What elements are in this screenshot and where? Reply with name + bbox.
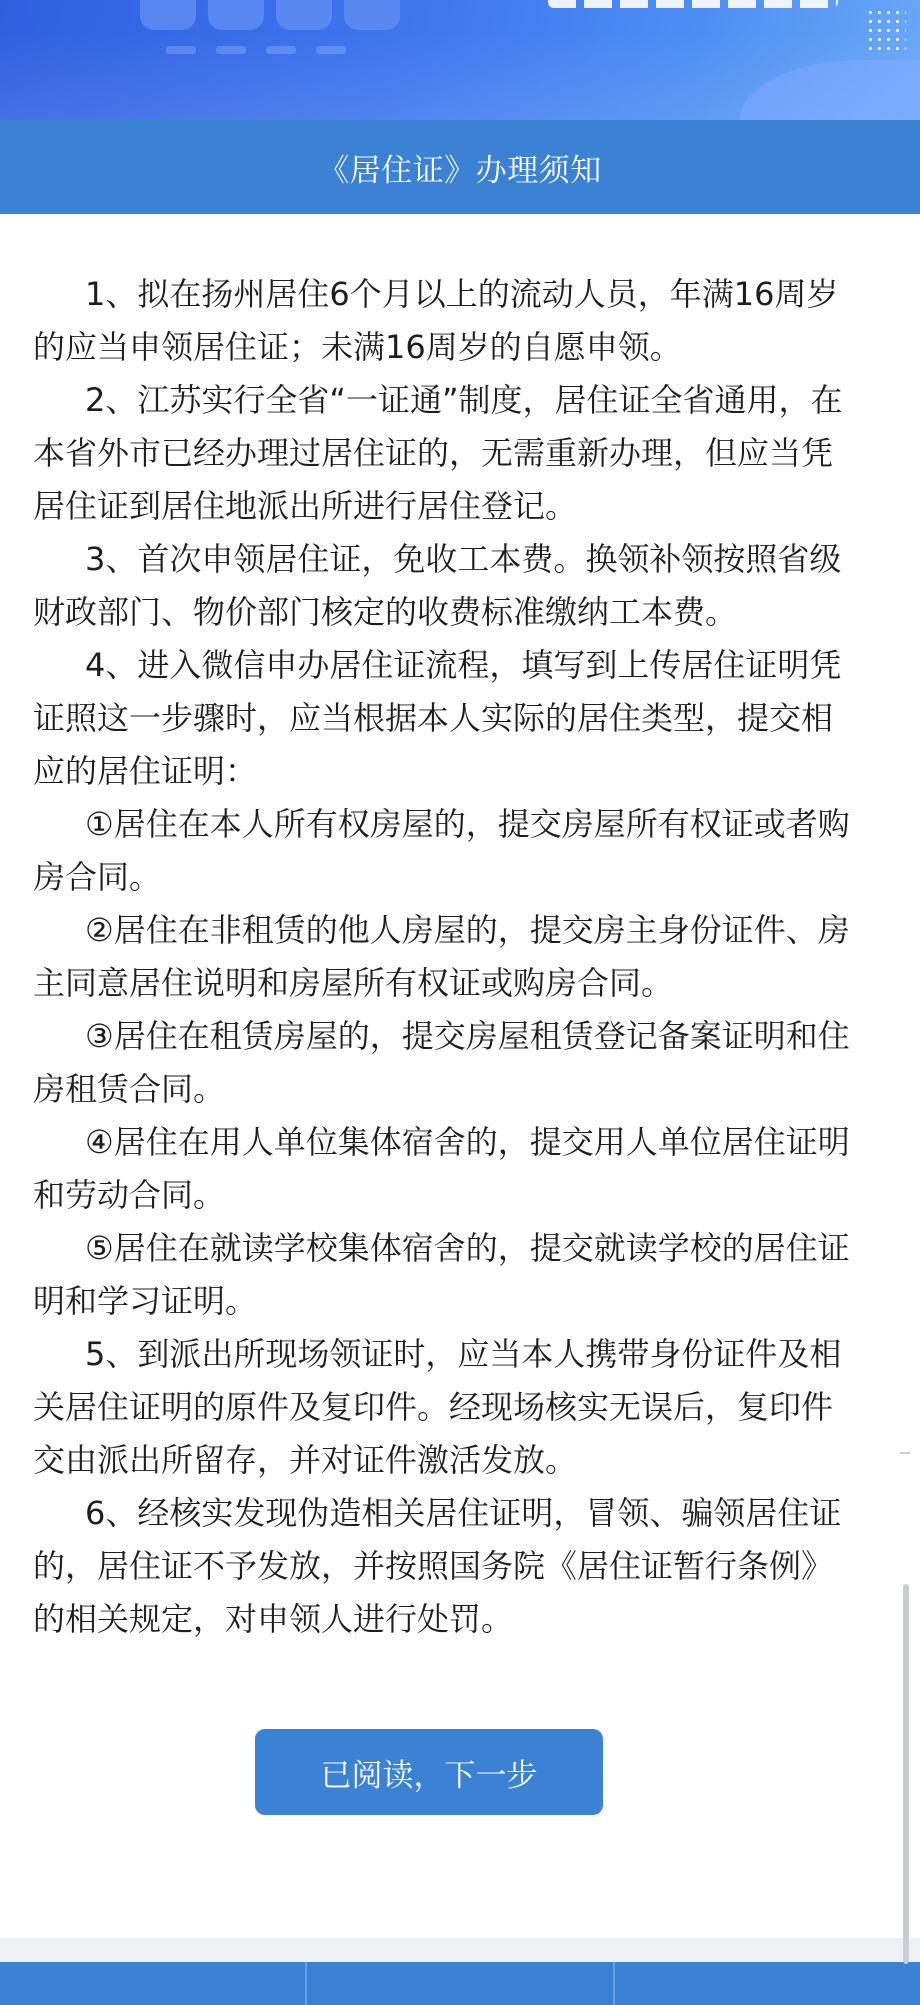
title-bar [0,120,920,214]
notice-paragraph: 1、拟在扬州居住6个月以上的流动人员，年满16周岁的应当申领居住证；未满16周岁的自愿申领。 [33,275,839,366]
notice-paragraph: 4、进入微信申办居住证流程，填写到上传居住证明凭证照这一步骤时，应当根据本人实际的居住类型，提交相应的居住证明： [33,646,842,790]
notice-content [33,268,863,1646]
scroll-indicator [900,1452,910,1454]
banner-decoration [276,0,332,30]
banner-decoration [140,0,196,30]
bottom-tab[interactable] [0,1962,307,2005]
notice-paragraph: 3、首次申领居住证，免收工本费。换领补领按照省级财政部门、物价部门核定的收费标准缴纳工本费。 [33,540,842,631]
scrollbar[interactable] [903,1584,909,1964]
notice-paragraph: ④居住在用人单位集体宿舍的，提交用人单位居住证明和劳动合同。 [33,1123,850,1214]
banner-decoration [208,0,264,30]
bottom-tab[interactable] [307,1962,614,2005]
header-banner [0,0,920,120]
bottom-tab-bar [0,1962,920,2005]
notice-paragraph: ③居住在租赁房屋的，提交房屋租赁登记备案证明和住房租赁合同。 [33,1017,850,1108]
notice-paragraph: 2、江苏实行全省“一证通”制度，居住证全省通用，在本省外市已经办理过居住证的，无需重新办理，但应当凭居住证到居住地派出所进行居住登记。 [33,381,843,525]
notice-paragraph: ②居住在非租赁的他人房屋的，提交房主身份证件、房主同意居住说明和房屋所有权证或购房合同。 [33,911,850,1002]
banner-logo-fragment [548,0,838,8]
notice-paragraph: ⑤居住在就读学校集体宿舍的，提交就读学校的居住证明和学习证明。 [33,1229,850,1320]
notice-paragraph: 6、经核实发现伪造相关居住证明，冒领、骗领居住证的，居住证不予发放，并按照国务院《居住证暂行条例》的相关规定，对申领人进行处罚。 [33,1494,842,1638]
banner-decoration [216,46,246,54]
next-step-button[interactable]: 已阅读，下一步 [255,1729,603,1815]
banner-dots-decoration [866,8,906,54]
banner-decoration [266,46,296,54]
notice-paragraph: 5、到派出所现场领证时，应当本人携带身份证件及相关居住证明的原件及复印件。经现场核实无误后，复印件交由派出所留存，并对证件激活发放。 [33,1335,842,1479]
banner-decoration [344,0,400,30]
page-title: 《居住证》办理须知 [318,152,602,189]
notice-paragraph: ①居住在本人所有权房屋的，提交房屋所有权证或者购房合同。 [33,805,850,896]
footer-spacer [0,1938,920,1962]
banner-decoration [316,46,346,54]
banner-decoration [166,46,196,54]
bottom-tab[interactable] [615,1962,920,2005]
